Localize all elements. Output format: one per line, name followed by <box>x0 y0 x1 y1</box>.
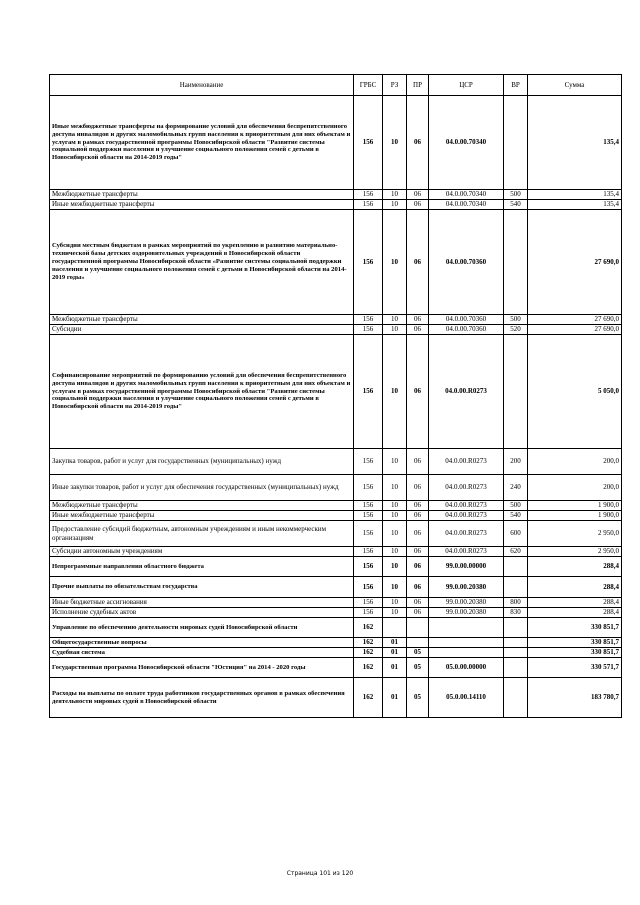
cell-name: Субсидии автономным учреждениям <box>50 547 354 557</box>
cell-pr: 06 <box>407 190 429 200</box>
cell-vr <box>504 618 528 638</box>
cell-name: Иные межбюджетные трансферты <box>50 200 354 210</box>
table-row <box>50 678 622 718</box>
cell-name: Судебная система <box>50 648 354 658</box>
cell-sum: 135,4 <box>528 96 622 190</box>
cell-pr <box>407 618 429 638</box>
cell-sum: 5 050,0 <box>528 335 622 449</box>
table-row <box>50 325 622 335</box>
cell-sum: 330 851,7 <box>528 618 622 638</box>
cell-name: Закупка товаров, работ и услуг для государственных (муниципальных) нужд <box>50 449 354 475</box>
cell-vr: 500 <box>504 315 528 325</box>
cell-vr: 540 <box>504 511 528 521</box>
table-row <box>50 200 622 210</box>
cell-rz: 01 <box>383 678 407 718</box>
table-row <box>50 501 622 511</box>
cell-sum: 330 851,7 <box>528 638 622 648</box>
cell-name: Общегосударственные вопросы <box>50 638 354 648</box>
cell-name: Межбюджетные трансферты <box>50 501 354 511</box>
cell-csr: 04.0.00.R0273 <box>429 475 504 501</box>
table-row <box>50 638 622 648</box>
cell-sum: 288,4 <box>528 608 622 618</box>
cell-name: Непрограммные направления областного бюджета <box>50 557 354 577</box>
cell-csr: 04.0.00.R0273 <box>429 521 504 547</box>
cell-sum: 1 900,0 <box>528 501 622 511</box>
cell-sum: 288,4 <box>528 577 622 598</box>
table-row <box>50 96 622 190</box>
cell-csr: 04.0.00.70340 <box>429 190 504 200</box>
cell-rz: 10 <box>383 577 407 598</box>
cell-vr <box>504 658 528 678</box>
table-row <box>50 598 622 608</box>
cell-csr: 99.0.00.20380 <box>429 577 504 598</box>
page-number: Страница 101 из 120 <box>286 870 354 877</box>
cell-name: Управление по обеспечению деятельности мировых судей Новосибирской области <box>50 618 354 638</box>
cell-grbs: 156 <box>354 96 383 190</box>
cell-grbs: 156 <box>354 557 383 577</box>
cell-vr: 540 <box>504 200 528 210</box>
cell-sum: 135,4 <box>528 200 622 210</box>
cell-name: Межбюджетные трансферты <box>50 190 354 200</box>
table-row <box>50 335 622 449</box>
cell-pr: 06 <box>407 577 429 598</box>
cell-grbs: 162 <box>354 648 383 658</box>
cell-vr: 600 <box>504 521 528 547</box>
table-row <box>50 608 622 618</box>
cell-pr: 06 <box>407 449 429 475</box>
cell-sum: 330 851,7 <box>528 648 622 658</box>
cell-vr: 500 <box>504 190 528 200</box>
cell-pr: 06 <box>407 315 429 325</box>
cell-rz: 10 <box>383 96 407 190</box>
header-csr: ЦСР <box>429 75 504 96</box>
cell-vr: 500 <box>504 501 528 511</box>
cell-pr: 06 <box>407 501 429 511</box>
cell-csr <box>429 648 504 658</box>
cell-csr: 04.0.00.70360 <box>429 325 504 335</box>
table-body <box>50 96 622 718</box>
cell-pr: 06 <box>407 200 429 210</box>
cell-rz: 10 <box>383 315 407 325</box>
cell-vr <box>504 210 528 315</box>
cell-grbs: 156 <box>354 210 383 315</box>
cell-pr: 06 <box>407 335 429 449</box>
cell-csr <box>429 638 504 648</box>
header-name: Наименование <box>50 75 354 96</box>
cell-pr: 06 <box>407 557 429 577</box>
cell-name: Предоставление субсидий бюджетным, автономным учреждениям и иным некоммерческим организациям <box>50 521 354 547</box>
cell-pr: 06 <box>407 511 429 521</box>
cell-vr <box>504 557 528 577</box>
cell-vr: 200 <box>504 449 528 475</box>
cell-grbs: 162 <box>354 658 383 678</box>
cell-sum: 27 690,0 <box>528 315 622 325</box>
cell-rz: 10 <box>383 511 407 521</box>
cell-rz: 01 <box>383 648 407 658</box>
cell-grbs: 156 <box>354 521 383 547</box>
cell-grbs: 162 <box>354 638 383 648</box>
cell-grbs: 156 <box>354 315 383 325</box>
cell-rz: 01 <box>383 658 407 678</box>
cell-vr: 520 <box>504 325 528 335</box>
cell-grbs: 156 <box>354 190 383 200</box>
cell-grbs: 162 <box>354 678 383 718</box>
cell-pr: 05 <box>407 678 429 718</box>
cell-csr: 04.0.00.70360 <box>429 210 504 315</box>
cell-pr: 05 <box>407 658 429 678</box>
cell-rz <box>383 618 407 638</box>
cell-name: Межбюджетные трансферты <box>50 315 354 325</box>
budget-table <box>49 74 622 718</box>
header-rz: РЗ <box>383 75 407 96</box>
cell-name: Иные межбюджетные трансферты на формирование условий для обеспечения беспрепятственного доступа инвалидов и других маломобильных групп населения к приоритетным для них объектам и услугам в рамках государственной программы Новосибирской области "Развитие системы социальной поддержки населения и улучшение социального положения семей с детьми в Новосибирской области на 2014-2019 годы" <box>50 96 354 190</box>
cell-grbs: 156 <box>354 577 383 598</box>
cell-rz: 10 <box>383 501 407 511</box>
table-row <box>50 210 622 315</box>
cell-rz: 10 <box>383 475 407 501</box>
cell-pr: 06 <box>407 598 429 608</box>
cell-sum: 2 950,0 <box>528 547 622 557</box>
cell-sum: 135,4 <box>528 190 622 200</box>
header-pr: ПР <box>407 75 429 96</box>
cell-vr <box>504 638 528 648</box>
cell-grbs: 156 <box>354 325 383 335</box>
cell-sum: 1 900,0 <box>528 511 622 521</box>
table-row <box>50 547 622 557</box>
cell-vr <box>504 96 528 190</box>
cell-vr: 800 <box>504 598 528 608</box>
cell-name: Субсидии <box>50 325 354 335</box>
cell-name: Иные межбюджетные трансферты <box>50 511 354 521</box>
table-row <box>50 315 622 325</box>
cell-pr: 06 <box>407 547 429 557</box>
cell-grbs: 156 <box>354 475 383 501</box>
cell-grbs: 156 <box>354 511 383 521</box>
cell-grbs: 156 <box>354 449 383 475</box>
table-row <box>50 618 622 638</box>
cell-pr <box>407 638 429 648</box>
cell-rz: 10 <box>383 557 407 577</box>
cell-rz: 10 <box>383 210 407 315</box>
cell-csr: 04.0.00.70340 <box>429 200 504 210</box>
cell-rz: 10 <box>383 521 407 547</box>
cell-name: Прочие выплаты по обязательствам государства <box>50 577 354 598</box>
cell-vr <box>504 335 528 449</box>
header-grbs: ГРБС <box>354 75 383 96</box>
cell-vr: 830 <box>504 608 528 618</box>
cell-csr: 99.0.00.20380 <box>429 608 504 618</box>
cell-csr: 05.0.00.00000 <box>429 658 504 678</box>
cell-name: Исполнение судебных актов <box>50 608 354 618</box>
cell-pr: 06 <box>407 475 429 501</box>
table-row <box>50 577 622 598</box>
cell-grbs: 156 <box>354 608 383 618</box>
cell-sum: 2 950,0 <box>528 521 622 547</box>
cell-csr: 04.0.00.R0273 <box>429 501 504 511</box>
cell-grbs: 156 <box>354 335 383 449</box>
cell-grbs: 162 <box>354 618 383 638</box>
cell-sum: 330 571,7 <box>528 658 622 678</box>
table-row <box>50 511 622 521</box>
cell-name: Расходы на выплаты по оплате труда работников государственных органов в рамках обеспечения деятельности мировых судей в Новосибирской области <box>50 678 354 718</box>
table-row <box>50 190 622 200</box>
cell-rz: 10 <box>383 200 407 210</box>
cell-rz: 10 <box>383 335 407 449</box>
cell-name: Государственная программа Новосибирской области "Юстиция" на 2014 - 2020 годы <box>50 658 354 678</box>
cell-csr: 05.0.00.14110 <box>429 678 504 718</box>
cell-csr <box>429 618 504 638</box>
cell-pr: 06 <box>407 210 429 315</box>
cell-pr: 06 <box>407 521 429 547</box>
table-row <box>50 658 622 678</box>
cell-pr: 06 <box>407 325 429 335</box>
table-row <box>50 521 622 547</box>
cell-vr <box>504 678 528 718</box>
cell-grbs: 156 <box>354 200 383 210</box>
cell-csr: 04.0.00.R0273 <box>429 547 504 557</box>
cell-pr: 05 <box>407 648 429 658</box>
cell-pr: 06 <box>407 608 429 618</box>
cell-csr: 04.0.00.70340 <box>429 96 504 190</box>
cell-vr: 620 <box>504 547 528 557</box>
cell-sum: 27 690,0 <box>528 210 622 315</box>
cell-grbs: 156 <box>354 547 383 557</box>
cell-name: Субсидии местным бюджетам в рамках мероприятий по укреплению и развитию материально-технической базы детских оздоровительных учреждений в Новосибирской области государственной программы Новосибирской области «Развитие системы социальной поддержки населения и улучшение социального положения семей с детьми в Новосибирской области на 2014-2019 годы» <box>50 210 354 315</box>
cell-vr <box>504 648 528 658</box>
cell-rz: 10 <box>383 547 407 557</box>
table-header-row <box>50 75 622 96</box>
cell-sum: 200,0 <box>528 475 622 501</box>
cell-vr <box>504 577 528 598</box>
cell-rz: 10 <box>383 608 407 618</box>
cell-sum: 288,4 <box>528 557 622 577</box>
cell-rz: 10 <box>383 449 407 475</box>
cell-csr: 99.0.00.00000 <box>429 557 504 577</box>
cell-vr: 240 <box>504 475 528 501</box>
cell-csr: 04.0.00.R0273 <box>429 335 504 449</box>
cell-sum: 183 780,7 <box>528 678 622 718</box>
cell-rz: 10 <box>383 190 407 200</box>
cell-pr: 06 <box>407 96 429 190</box>
table-row <box>50 449 622 475</box>
table-row <box>50 557 622 577</box>
header-sum: Сумма <box>528 75 622 96</box>
cell-csr: 04.0.00.R0273 <box>429 511 504 521</box>
cell-name: Иные бюджетные ассигнования <box>50 598 354 608</box>
cell-grbs: 156 <box>354 501 383 511</box>
cell-csr: 04.0.00.70360 <box>429 315 504 325</box>
cell-rz: 10 <box>383 598 407 608</box>
cell-rz: 10 <box>383 325 407 335</box>
cell-grbs: 156 <box>354 598 383 608</box>
table-row <box>50 648 622 658</box>
cell-sum: 27 690,0 <box>528 325 622 335</box>
cell-sum: 200,0 <box>528 449 622 475</box>
cell-rz: 01 <box>383 638 407 648</box>
cell-csr: 04.0.00.R0273 <box>429 449 504 475</box>
cell-name: Софинансирование мероприятий по формированию условий для обеспечения беспрепятственного доступа инвалидов и других маломобильных групп населения к приоритетным для них объектам и услугам в рамках государственной программы Новосибирской области "Развитие системы социальной поддержки населения и улучшение социального положения семей с детьми в Новосибирской области на 2014-2019 годы" <box>50 335 354 449</box>
cell-name: Иные закупки товаров, работ и услуг для обеспечения государственных (муниципальных) нужд <box>50 475 354 501</box>
cell-sum: 288,4 <box>528 598 622 608</box>
cell-csr: 99.0.00.20380 <box>429 598 504 608</box>
table-row <box>50 475 622 501</box>
header-vr: ВР <box>504 75 528 96</box>
